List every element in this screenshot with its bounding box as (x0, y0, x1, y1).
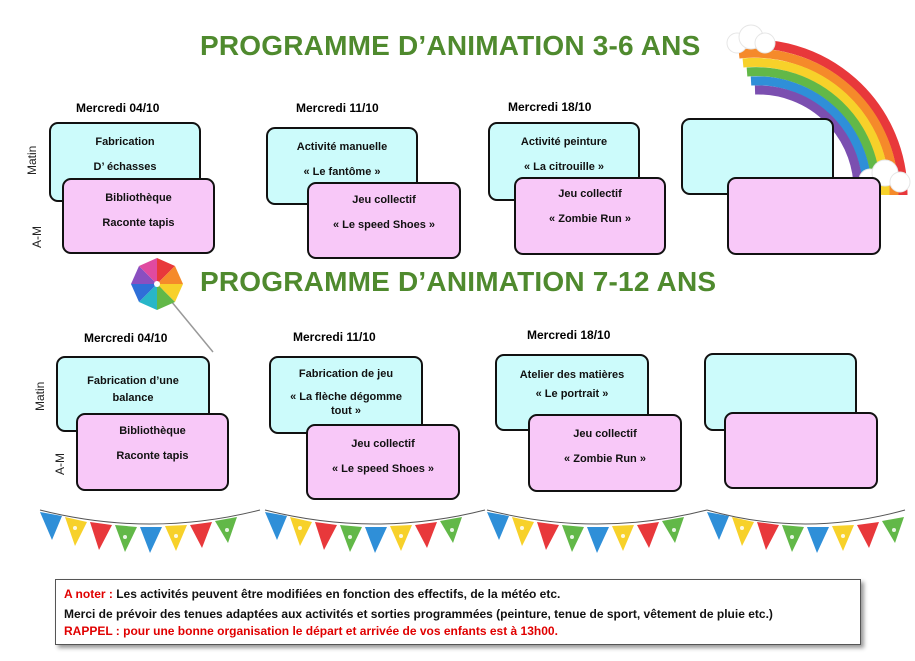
top-day-3-morning: Activité peinture « La citrouille » (488, 122, 640, 201)
bottom-day-3-afternoon: Jeu collectif « Zombie Run » (528, 414, 682, 492)
top-afternoon-label: A-M (30, 226, 44, 248)
bottom-afternoon-label: A-M (53, 453, 67, 475)
top-title: PROGRAMME D’ANIMATION 3-6 ANS (200, 30, 701, 61)
top-day-3-date: Mercredi 18/10 (508, 100, 592, 114)
top-day-3-afternoon: Jeu collectif « Zombie Run » (514, 177, 666, 255)
top-day-2-afternoon: Jeu collectif « Le speed Shoes » (307, 182, 461, 259)
bunting-icon (35, 500, 915, 575)
top-morning-label: Matin (25, 145, 39, 175)
top-day-4-afternoon (727, 177, 881, 255)
bottom-title: PROGRAMME D’ANIMATION 7-12 ANS (200, 266, 717, 297)
note-line-1 (64, 584, 852, 604)
note-box (55, 579, 861, 645)
bottom-morning-label: Matin (33, 381, 47, 411)
top-day-2-morning: Activité manuelle « Le fantôme » (266, 127, 418, 205)
bottom-day-4-afternoon (724, 412, 878, 489)
top-day-2-date: Mercredi 11/10 (296, 101, 379, 115)
bottom-day-3-date: Mercredi 18/10 (527, 328, 611, 342)
note-line-2: Merci de prévoir des tenues adaptées aux activités et sorties programmées (peinture, tenue de sport, vêtement de pluie etc.) (64, 607, 773, 621)
bottom-day-1-afternoon: Bibliothèque Raconte tapis (76, 413, 229, 491)
top-day-1-morning: Fabrication D’ échasses (49, 122, 201, 202)
note-text: Les activités peuvent être modifiées en fonction des effectifs, de la météo etc. (112, 587, 561, 601)
bottom-day-2-date: Mercredi 11/10 (293, 330, 376, 344)
bottom-day-1-morning: Fabrication d’une balance (56, 356, 210, 432)
bottom-day-3-morning: Atelier des matières « Le portrait » (495, 354, 649, 431)
bottom-day-1-date: Mercredi 04/10 (84, 331, 168, 345)
top-day-1-date: Mercredi 04/10 (76, 101, 160, 115)
note-reminder: RAPPEL : pour une bonne organisation le départ et arrivée de vos enfants est à 13h00. (64, 624, 558, 638)
bottom-day-2-morning: Fabrication de jeu « La flèche dégomme tout » (269, 356, 423, 434)
note-label: A noter : (64, 587, 113, 601)
bottom-day-2-afternoon: Jeu collectif « Le speed Shoes » (306, 424, 460, 500)
top-day-1-afternoon: Bibliothèque Raconte tapis (62, 178, 215, 254)
